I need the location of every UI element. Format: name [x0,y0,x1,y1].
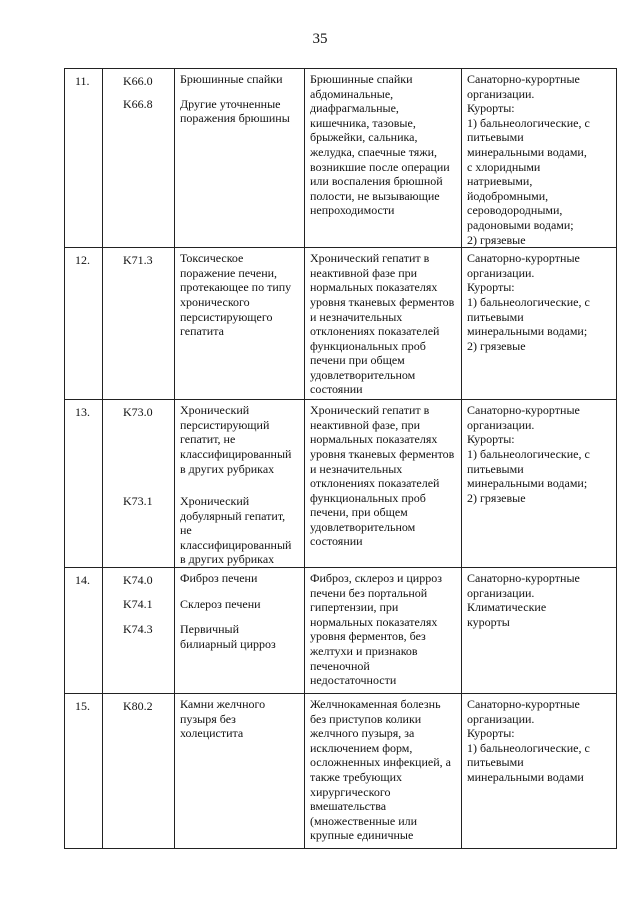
icd-code: K66.0 [123,74,153,88]
condition-description [305,400,462,568]
treatment-recommendation [462,69,617,248]
description-text: Хронический гепатит в неактивной фазе, при нормальных показателях уровня тканевых ферментов и незначительных отклонениях показателей функциональных проб печени, при общем удовлетворительном состоянии [310,403,455,549]
page-number: 35 [312,31,328,47]
diagnosis-name: Первичный билиарный цирроз [180,622,276,651]
document-table [64,68,617,849]
icd-code: K74.1 [123,596,153,611]
icd-code: K66.8 [123,96,153,111]
table-row [65,568,617,694]
row-number: 14. [65,568,103,694]
row-number: 13. [65,400,103,568]
icd-code: K80.2 [123,699,153,714]
condition-description [305,694,462,849]
condition-description [305,568,462,694]
diagnosis-name: Камни желчного пузыря без холецистита [180,697,266,741]
treatment-recommendation [462,248,617,400]
table-row [65,694,617,849]
treatment-text: Санаторно-курортные организации. Курорты: 1) бальнеологические, с питьевыми минеральными водами; 2) грязевые [467,403,590,505]
description-text: Брюшинные спайки абдоминальные, диафрагмальные, кишечника, тазовые, брыжейки, сальника, желудка, спаечные тяжи, возникшие после операции или воспаления брюшной полости, не вызывающие непроходимости [310,72,450,218]
table-row [65,69,617,248]
icd-codes-cell [103,69,175,248]
condition-description [305,248,462,400]
treatment-text: Санаторно-курортные организации. Курорты: 1) бальнеологические, с питьевыми минеральными водами; 2) грязевые [467,251,590,353]
diagnosis-name: Фиброз печени [180,571,258,586]
row-number: 11. [65,69,103,248]
diagnosis-names-cell [175,694,305,849]
treatment-text: Санаторно-курортные организации. Курорты: 1) бальнеологические, с питьевыми минеральными водами, с хлоридными натриевыми, йодобромными, сероводородными, радоновыми водами; 2) грязевые [467,72,590,247]
description-text: Хронический гепатит в неактивной фазе при нормальных показателях уровня тканевых ферментов и незначительных отклонениях показателей функциональных проб печени при общем удовлетворительном состоянии [310,251,455,397]
icd-codes-cell [103,248,175,400]
treatment-recommendation [462,568,617,694]
treatment-recommendation [462,694,617,849]
diagnosis-names-cell [175,248,305,400]
diagnosis-name: Склероз печени [180,596,261,611]
description-text: Желчнокаменная болезнь без приступов колики желчного пузыря, за исключением форм, осложненных инфекцией, а также требующих хирургического вмешательства (множественные или крупные единичные [310,697,451,843]
condition-description [305,69,462,248]
icd-code: K74.3 [123,622,153,637]
diagnosis-names-cell [175,69,305,248]
diagnosis-names-cell [175,400,305,568]
row-number: 12. [65,248,103,400]
icd-codes-cell [103,568,175,694]
diagnosis-name: Другие уточненные поражения брюшины [180,96,290,126]
table-row [65,400,617,568]
icd-code: K73.0 [123,405,153,420]
treatment-recommendation [462,400,617,568]
icd-code: K71.3 [123,253,153,268]
diagnosis-name: Брюшинные спайки [180,72,283,86]
table-row [65,248,617,400]
diagnosis-name: Токсическое поражение печени, протекающее по типу хронического персистирующего гепатита [180,251,292,339]
description-text: Фиброз, склероз и цирроз печени без портальной гипертензии, при нормальных показателях уровня ферментов, без желтухи и признаков печеночной недостаточности [310,571,442,688]
diagnosis-name: Хронический добулярный гепатит, не классифицированный в других рубриках [180,494,292,567]
diagnosis-names-cell [175,568,305,694]
icd-code: K74.0 [123,573,153,588]
diagnosis-name: Хронический персистирующий гепатит, не классифицированный в других рубриках [180,403,292,476]
icd-code: K73.1 [123,494,153,509]
treatment-text: Санаторно-курортные организации. Курорты: 1) бальнеологические, с питьевыми минеральными водами [467,697,590,785]
treatment-text: Санаторно-курортные организации. Климатические курорты [467,571,580,629]
row-number: 15. [65,694,103,849]
icd-codes-cell [103,694,175,849]
icd-codes-cell [103,400,175,568]
